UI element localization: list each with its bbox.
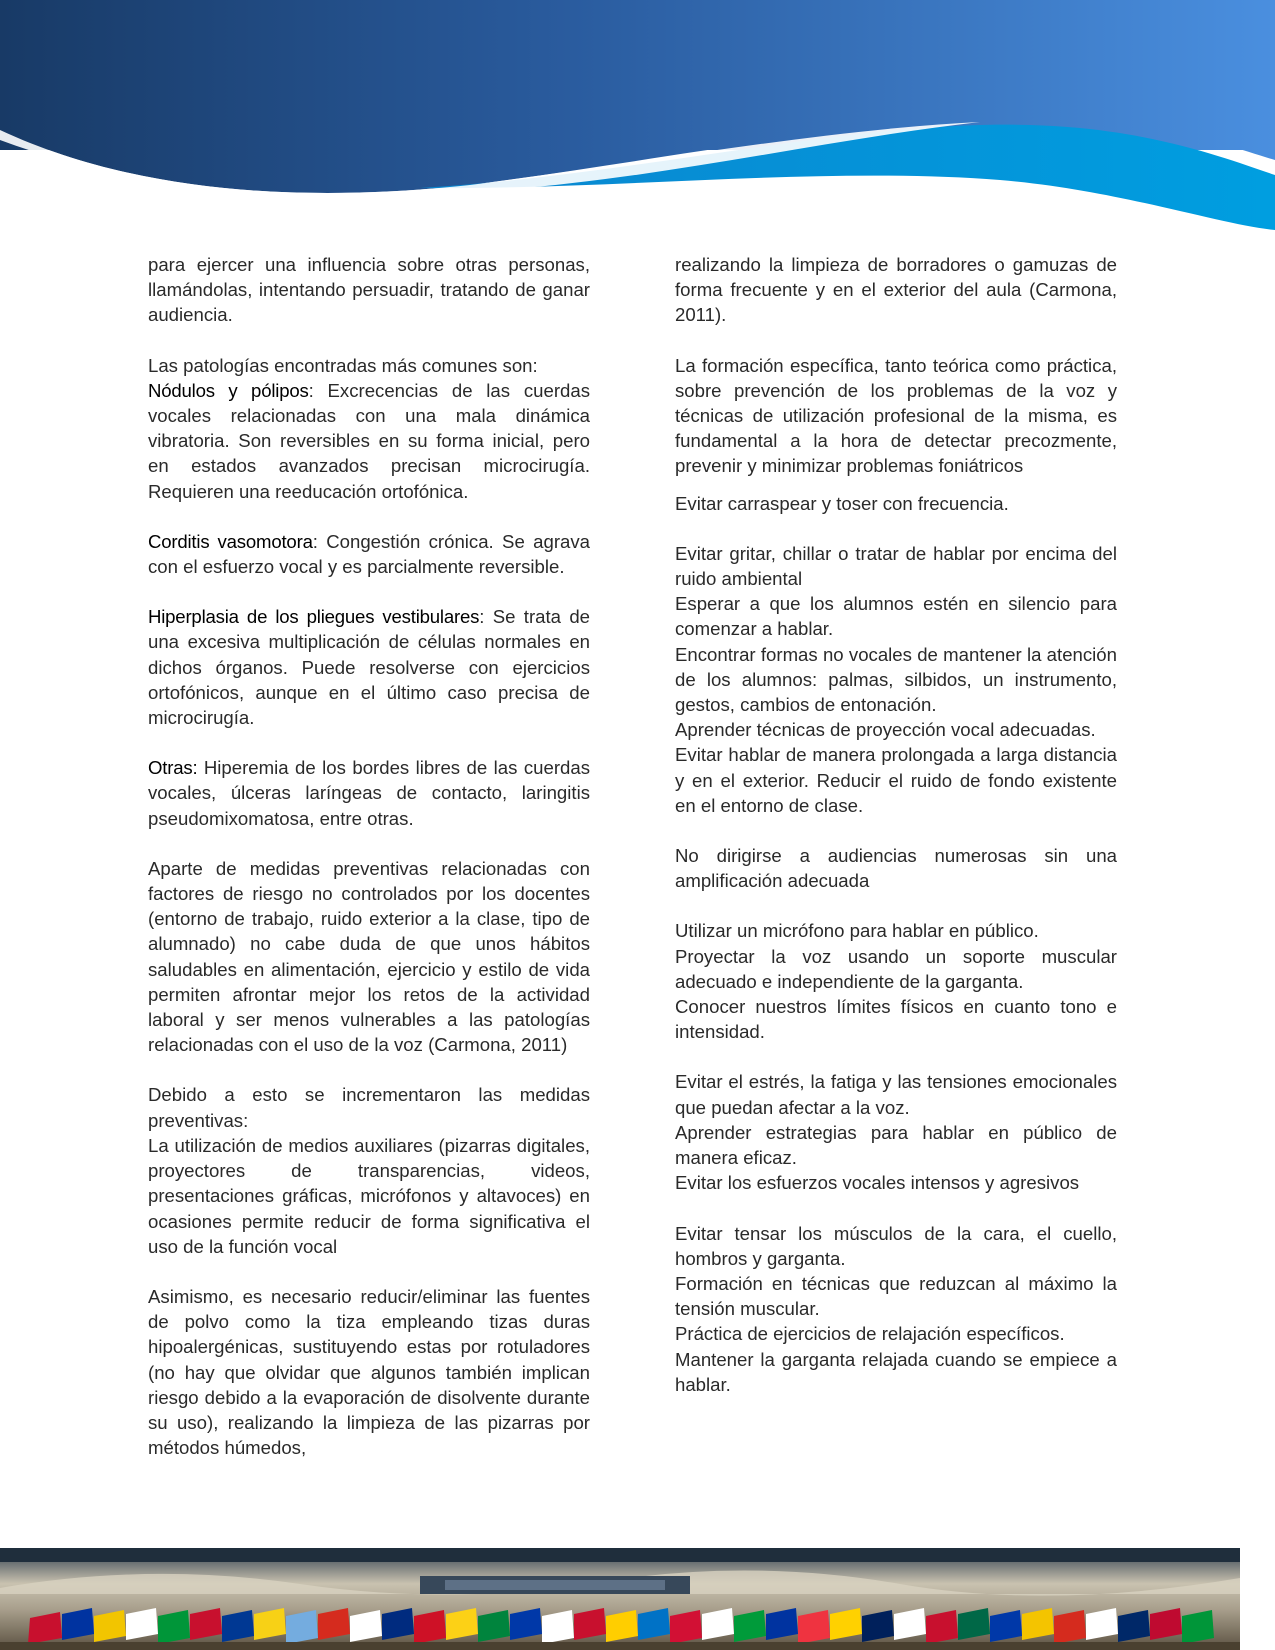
left-column	[148, 252, 590, 1460]
intro-paragraph: para ejercer una influencia sobre otras personas, llamándolas, intentando persuadir, tratando de ganar audiencia.	[148, 254, 590, 326]
tensar-item: Evitar tensar los músculos de la cara, el cuello, hombros y garganta.	[675, 1222, 1117, 1269]
esfuerzos-item: Evitar los esfuerzos vocales intensos y agresivos	[675, 1172, 1080, 1194]
estres-item: Evitar el estrés, la fatiga y las tensiones emocionales que puedan afectar a la voz.	[675, 1071, 1117, 1118]
hiperplasia-term: Hiperplasia de los pliegues vestibulares	[148, 606, 480, 628]
debido-paragraph: Debido a esto se incrementaron las medidas preventivas:	[148, 1084, 590, 1131]
utilizacion-paragraph: La utilización de medios auxiliares (pizarras digitales, proyectores de transparencias, videos, presentaciones gráficas, micrófonos y altavoces) en ocasiones permite reducir de forma significativa el uso de la función vocal	[148, 1134, 590, 1257]
continuation-paragraph: realizando la limpieza de borradores o gamuzas de forma frecuente y en el exterior del aula (Carmona, 2011).	[675, 254, 1117, 326]
asimismo-paragraph: Asimismo, es necesario reducir/eliminar las fuentes de polvo como la tiza empleando tizas duras hipoalergénicas, sustituyendo estas por rotuladores (no hay que olvidar que algunos también implican riesgo debido a la evaporación de disolvente durante su uso), realizando la limpieza de las pizarras por métodos húmedos,	[148, 1285, 590, 1459]
corditis-paragraph	[148, 529, 590, 579]
aprender-tecnicas-item: Aprender técnicas de proyección vocal adecuadas.	[675, 719, 1096, 741]
evitar-hablar-item: Evitar hablar de manera prolongada a larga distancia y en el exterior. Reducir el ruido de fondo existente en el entorno de clase.	[675, 744, 1117, 816]
corditis-text: : Congestión crónica. Se agrava con el esfuerzo vocal y es parcialmente reversible.	[148, 530, 590, 578]
otras-paragraph	[148, 755, 590, 831]
corditis-term: Corditis vasomotora	[148, 530, 313, 552]
aparte-paragraph: Aparte de medidas preventivas relacionadas con factores de riesgo no controlados por los docentes (entorno de trabajo, ruido exterior a la clase, tipo de alumnado) no cabe duda de que unos hábitos saludables en alimentación, ejercicio y estilo de vida permiten afrontar mejor los retos de la actividad laboral y ser menos vulnerables a las patologías relacionadas con el uso de la voz (Carmona, 2011)	[148, 857, 590, 1056]
nodulos-text: : Excrecencias de las cuerdas vocales relacionadas con una mala dinámica vibratoria. Son reversibles en su forma inicial, pero en estados avanzados precisan microcirugía. Requieren una reeducación ortofónica.	[148, 379, 590, 502]
estrategias-item: Aprender estrategias para hablar en público de manera eficaz.	[675, 1121, 1117, 1169]
proyectar-item: Proyectar la voz usando un soporte muscular adecuado e independiente de la garganta.	[675, 945, 1117, 992]
esperar-item: Esperar a que los alumnos estén en silencio para comenzar a hablar.	[675, 593, 1117, 640]
hiperplasia-paragraph	[148, 604, 590, 730]
otras-text: Hiperemia de los bordes libres de las cuerdas vocales, úlceras laríngeas de contacto, laringitis pseudomixomatosa, entre otras.	[148, 757, 590, 829]
relajacion-item: Práctica de ejercicios de relajación específicos.	[675, 1323, 1065, 1345]
hiperplasia-text: : Se trata de una excesiva multiplicación de células normales en dichos órganos. Puede resolverse con ejercicios ortofónicos, aunque en el último caso precisa de microcirugía.	[148, 606, 590, 729]
tecnicas-tension-item: Formación en técnicas que reduzcan al máximo la tensión muscular.	[675, 1272, 1117, 1320]
footer-flags-photo	[0, 1548, 1240, 1650]
gritar-item: Evitar gritar, chillar o tratar de hablar por encima del ruido ambiental	[675, 542, 1117, 590]
pathologies-heading: Las patologías encontradas más comunes son:	[148, 354, 538, 376]
no-dirigirse-item: No dirigirse a audiencias numerosas sin una amplificación adecuada	[675, 845, 1117, 892]
formacion-paragraph: La formación específica, tanto teórica como práctica, sobre prevención de los problemas de la voz y técnicas de utilización profesional de la misma, es fundamental a la hora de detectar precozmente, prevenir y minimizar problemas foniátricos	[675, 354, 1117, 477]
encontrar-item: Encontrar formas no vocales de mantener la atención de los alumnos: palmas, silbidos, un instrumento, gestos, cambios de entonación.	[675, 643, 1117, 716]
carraspear-item: Evitar carraspear y toser con frecuencia.	[675, 492, 1009, 514]
nodulos-term: Nódulos y pólipos	[148, 379, 309, 401]
conocer-item: Conocer nuestros límites físicos en cuanto tono e intensidad.	[675, 996, 1117, 1043]
right-column	[675, 252, 1117, 1397]
microfono-item: Utilizar un micrófono para hablar en público.	[675, 920, 1039, 942]
nodulos-paragraph	[148, 378, 590, 504]
garganta-item: Mantener la garganta relajada cuando se empiece a hablar.	[675, 1348, 1117, 1395]
header-wave-banner	[0, 0, 1275, 240]
otras-term: Otras:	[148, 757, 198, 779]
